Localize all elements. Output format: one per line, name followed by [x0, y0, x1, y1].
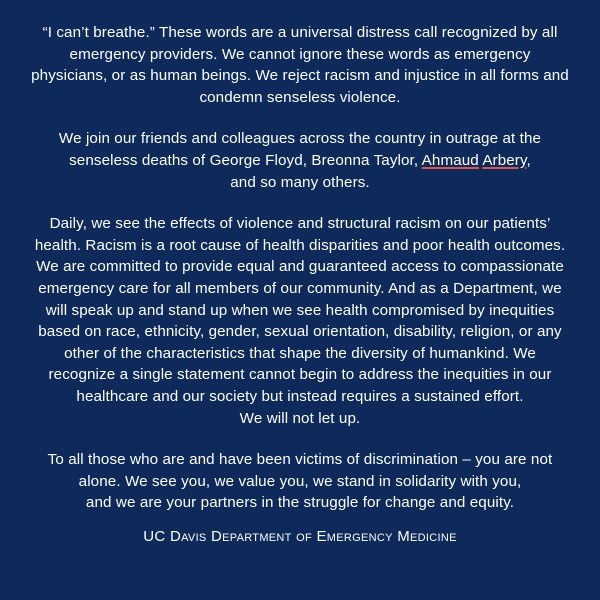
paragraph-line: alone. We see you, we value you, we stand in solidarity with you, — [78, 472, 522, 490]
paragraph-line: “I can’t breathe.” These words are a universal distress call recognized by all — [42, 24, 558, 41]
misspelled-word: Ahmaud — [421, 151, 479, 169]
misspelled-word: Arbery — [482, 151, 527, 169]
signature-text: UC Davis Department of Emergency Medicine — [143, 527, 457, 545]
paragraph-line: and so many others. — [230, 173, 370, 191]
paragraph-line: other of the characteristics that shape the diversity of humankind. We — [64, 344, 536, 362]
paragraph-line: health. Racism is a root cause of health disparities and poor health outcomes. — [34, 236, 566, 254]
paragraph-line: healthcare and our society but instead requires a sustained effort. — [76, 387, 524, 405]
names-prefix: senseless deaths of George Floyd, Breonna Taylor, — [69, 151, 422, 169]
paragraph-line: To all those who are and have been victims of discrimination – you are not — [47, 451, 553, 469]
paragraph-line: emergency providers. We cannot ignore these words as emergency — [69, 45, 531, 63]
paragraph-line: emergency care for all members of our community. And as a Department, we — [38, 279, 562, 297]
paragraph-line: physicians, or as human beings. We reject racism and injustice in all forms and — [31, 67, 569, 85]
paragraph-2 — [10, 128, 590, 193]
names-suffix: , — [526, 151, 531, 169]
paragraph-line: We will not let up. — [239, 409, 361, 427]
paragraph-1 — [10, 22, 590, 108]
signature — [10, 528, 590, 546]
paragraph-line: will speak up and stand up when we see health compromised by inequities — [45, 301, 555, 319]
paragraph-3 — [10, 213, 590, 429]
paragraph-4 — [10, 449, 590, 514]
paragraph-line: We join our friends and colleagues across the country in outrage at the — [58, 130, 542, 148]
paragraph-line: and we are your partners in the struggle for change and equity. — [85, 494, 515, 512]
paragraph-line: based on race, ethnicity, gender, sexual orientation, disability, religion, or any — [38, 323, 562, 341]
paragraph-line: condemn senseless violence. — [199, 88, 401, 106]
paragraph-line: We are committed to provide equal and guaranteed access to compassionate — [36, 258, 564, 276]
paragraph-line: Daily, we see the effects of violence and structural racism on our patients’ — [49, 215, 551, 233]
paragraph-line: recognize a single statement cannot begin to address the inequities in our — [48, 366, 552, 384]
names-line — [10, 150, 590, 172]
